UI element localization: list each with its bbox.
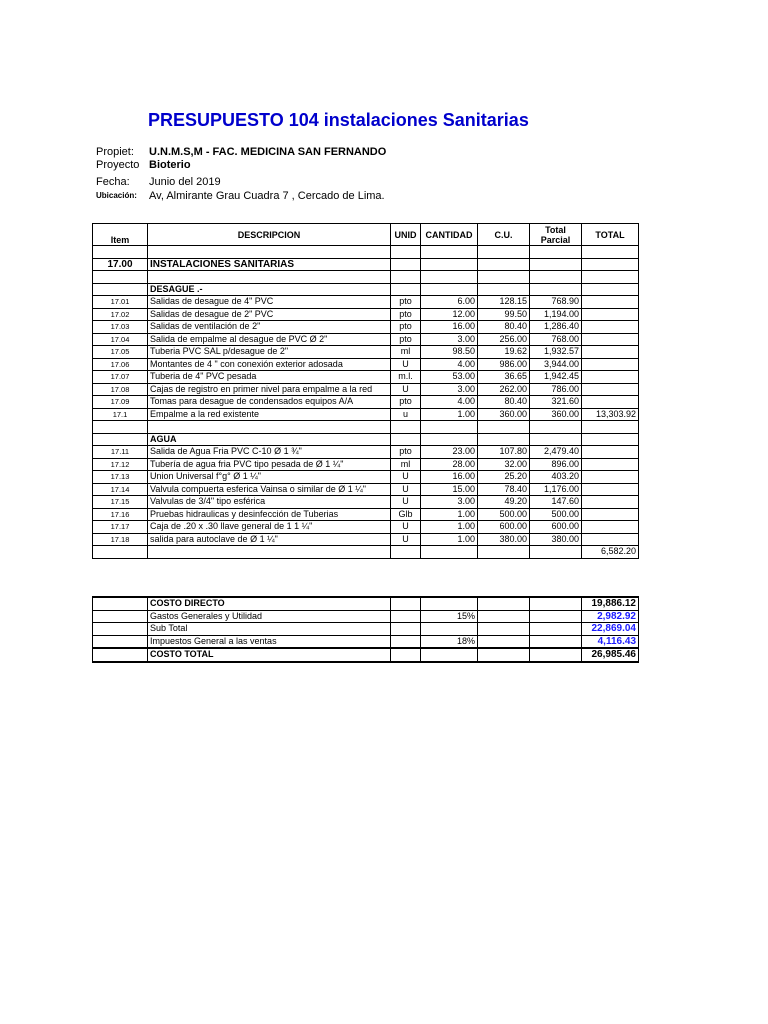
row-descripcion: Montantes de 4 " con conexión exterior adosada (148, 358, 391, 371)
table-row (93, 308, 639, 321)
row-unid: pto (391, 308, 421, 321)
row-cantidad: 23.00 (421, 446, 478, 459)
row-unid: U (391, 521, 421, 534)
row-cu: 500.00 (478, 508, 530, 521)
header-total-parcial-line2: Parcial (540, 234, 571, 245)
row-descripcion: Tubería de agua fria PVC tipo pesada de Ø 1 ¼" (148, 458, 391, 471)
table-row (93, 496, 639, 509)
row-item: 17.14 (93, 483, 148, 496)
table-row (93, 346, 639, 359)
table-row (93, 333, 639, 346)
row-item: 17.02 (93, 308, 148, 321)
row-item: 17.1 (93, 408, 148, 421)
row-parcial: 2,479.40 (530, 446, 582, 459)
row-cantidad: 1.00 (421, 508, 478, 521)
row-descripcion: Salidas de desague de 2" PVC (148, 308, 391, 321)
row-cantidad: 15.00 (421, 483, 478, 496)
row-unid: U (391, 533, 421, 546)
subtotal-value: 22,869.04 (582, 623, 639, 636)
table-row (93, 533, 639, 546)
table-row (93, 483, 639, 496)
costo-directo-value: 19,886.12 (582, 597, 639, 610)
table-row (93, 296, 639, 309)
blank-row (93, 421, 639, 434)
summary-costo-directo (93, 597, 639, 610)
page-title: PRESUPUESTO 104 instalaciones Sanitarias (148, 110, 529, 130)
row-parcial: 147.60 (530, 496, 582, 509)
table-row (93, 446, 639, 459)
row-item: 17.05 (93, 346, 148, 359)
header-item: Item (93, 224, 148, 246)
row-parcial: 321.60 (530, 396, 582, 409)
table-row (93, 321, 639, 334)
row-unid: m.l. (391, 371, 421, 384)
row-parcial: 380.00 (530, 533, 582, 546)
row-unid: ml (391, 458, 421, 471)
row-item: 17.04 (93, 333, 148, 346)
row-item: 17.18 (93, 533, 148, 546)
ubicacion-label: Ubicación: (96, 191, 137, 200)
impuestos-value: 4,116.43 (582, 635, 639, 648)
row-descripcion: Salidas de desague de 4" PVC (148, 296, 391, 309)
agua-heading (93, 433, 639, 446)
fecha-label: Fecha: (96, 176, 130, 188)
row-item: 17.03 (93, 321, 148, 334)
row-unid: U (391, 471, 421, 484)
row-descripcion: Union Universal f°g° Ø 1 ¼" (148, 471, 391, 484)
table-row (93, 371, 639, 384)
row-cantidad: 3.00 (421, 496, 478, 509)
section-row (93, 258, 639, 271)
row-cu: 32.00 (478, 458, 530, 471)
row-cantidad: 53.00 (421, 371, 478, 384)
header-cu: C.U. (478, 224, 530, 246)
row-unid: U (391, 358, 421, 371)
row-cu: 360.00 (478, 408, 530, 421)
row-cu: 128.15 (478, 296, 530, 309)
gastos-value: 2,982.92 (582, 610, 639, 623)
row-unid: Glb (391, 508, 421, 521)
costo-total-label: COSTO TOTAL (148, 648, 391, 662)
costo-directo-label: COSTO DIRECTO (148, 597, 391, 610)
row-cu: 19.62 (478, 346, 530, 359)
propiet-label: Propiet: (96, 146, 134, 158)
row-parcial: 360.00 (530, 408, 582, 421)
agua-heading-label: AGUA (148, 433, 391, 446)
gastos-label: Gastos Generales y Utilidad (148, 610, 391, 623)
table-row (93, 396, 639, 409)
table-row (93, 508, 639, 521)
header-cantidad: CANTIDAD (421, 224, 478, 246)
row-descripcion: Empalme a la red existente (148, 408, 391, 421)
row-parcial: 896.00 (530, 458, 582, 471)
row-parcial: 500.00 (530, 508, 582, 521)
row-parcial: 768.00 (530, 333, 582, 346)
impuestos-label: Impuestos General a las ventas (148, 635, 391, 648)
costo-total-value: 26,985.46 (582, 648, 639, 662)
row-unid: pto (391, 321, 421, 334)
table-header (93, 224, 639, 246)
row-cantidad: 6.00 (421, 296, 478, 309)
row-descripcion: Tomas para desague de condensados equipos A/A (148, 396, 391, 409)
row-parcial: 786.00 (530, 383, 582, 396)
propiet-value: U.N.M.S,M - FAC. MEDICINA SAN FERNANDO (149, 146, 387, 158)
row-cu: 36.65 (478, 371, 530, 384)
row-cu: 49.20 (478, 496, 530, 509)
row-item: 17.08 (93, 383, 148, 396)
row-item: 17.15 (93, 496, 148, 509)
row-parcial: 1,194.00 (530, 308, 582, 321)
row-descripcion: Salidas de ventilación de 2" (148, 321, 391, 334)
row-item: 17.06 (93, 358, 148, 371)
row-cu: 256.00 (478, 333, 530, 346)
row-parcial: 3,944.00 (530, 358, 582, 371)
row-unid: U (391, 496, 421, 509)
table-row (93, 521, 639, 534)
row-unid: U (391, 483, 421, 496)
section-row-label: INSTALACIONES SANITARIAS (148, 258, 391, 271)
desague-heading (93, 283, 639, 296)
proyecto-label: Proyecto (96, 159, 140, 171)
section-item: 17.00 (93, 258, 148, 271)
blank-row (93, 271, 639, 284)
row-parcial: 600.00 (530, 521, 582, 534)
row-parcial: 1,942.45 (530, 371, 582, 384)
header-unid: UNID (391, 224, 421, 246)
row-descripcion: Tuberia de 4" PVC pesada (148, 371, 391, 384)
row-item: 17.16 (93, 508, 148, 521)
summary-impuestos (93, 635, 639, 648)
summary-gastos (93, 610, 639, 623)
table-row (93, 408, 639, 421)
row-descripcion: salida para autoclave de Ø 1 ¼" (148, 533, 391, 546)
row-cantidad: 3.00 (421, 383, 478, 396)
row-descripcion: Caja de .20 x .30 llave general de 1 1 ¼" (148, 521, 391, 534)
row-descripcion: Salida de Agua Fria PVC C-10 Ø 1 ¾" (148, 446, 391, 459)
ubicacion-value: Av, Almirante Grau Cuadra 7 , Cercado de Lima. (149, 190, 385, 202)
row-cu: 25.20 (478, 471, 530, 484)
subtotal-label: Sub Total (148, 623, 391, 636)
budget-table (92, 223, 639, 559)
header-total-parcial-line1: Total (545, 224, 566, 235)
proyecto-value: Bioterio (149, 159, 191, 171)
row-descripcion: Valvulas de 3/4" tipo esférica (148, 496, 391, 509)
row-descripcion: Valvula compuerta esferica Vainsa o similar de Ø 1 ¼" (148, 483, 391, 496)
row-unid: u (391, 408, 421, 421)
header-total: TOTAL (582, 224, 639, 246)
row-cantidad: 1.00 (421, 521, 478, 534)
row-cu: 380.00 (478, 533, 530, 546)
row-unid: U (391, 383, 421, 396)
blank-row (93, 246, 639, 259)
agua-subtotal-row (93, 546, 639, 559)
desague-subtotal: 13,303.92 (582, 408, 639, 421)
header-total-parcial (530, 224, 582, 246)
summary-table (92, 596, 639, 663)
row-item: 17.11 (93, 446, 148, 459)
agua-subtotal: 6,582.20 (582, 546, 639, 559)
row-cantidad: 3.00 (421, 333, 478, 346)
row-item: 17.13 (93, 471, 148, 484)
row-unid: pto (391, 396, 421, 409)
row-unid: pto (391, 296, 421, 309)
row-item: 17.07 (93, 371, 148, 384)
row-item: 17.01 (93, 296, 148, 309)
row-cu: 107.80 (478, 446, 530, 459)
desague-heading-label: DESAGUE .- (148, 283, 391, 296)
row-unid: ml (391, 346, 421, 359)
row-parcial: 768.90 (530, 296, 582, 309)
row-cu: 986.00 (478, 358, 530, 371)
row-item: 17.12 (93, 458, 148, 471)
row-descripcion: Salida de empalme al desague de PVC Ø 2" (148, 333, 391, 346)
row-parcial: 1,176.00 (530, 483, 582, 496)
row-parcial: 1,932.57 (530, 346, 582, 359)
row-cu: 80.40 (478, 396, 530, 409)
row-descripcion: Pruebas hidraulicas y desinfección de Tuberias (148, 508, 391, 521)
row-cu: 78.40 (478, 483, 530, 496)
impuestos-pct: 18% (421, 635, 478, 648)
row-cantidad: 1.00 (421, 533, 478, 546)
row-item: 17.09 (93, 396, 148, 409)
row-cantidad: 16.00 (421, 321, 478, 334)
summary-subtotal (93, 623, 639, 636)
row-cantidad: 12.00 (421, 308, 478, 321)
table-row (93, 383, 639, 396)
table-row (93, 458, 639, 471)
row-descripcion: Tuberia PVC SAL p/desague de 2" (148, 346, 391, 359)
row-cu: 80.40 (478, 321, 530, 334)
row-unid: pto (391, 446, 421, 459)
row-parcial: 1,286.40 (530, 321, 582, 334)
row-cantidad: 1.00 (421, 408, 478, 421)
table-row (93, 358, 639, 371)
row-cu: 262.00 (478, 383, 530, 396)
row-unid: pto (391, 333, 421, 346)
row-cantidad: 98.50 (421, 346, 478, 359)
row-descripcion: Cajas de registro en primer nivel para empalme a la red (148, 383, 391, 396)
summary-costo-total (93, 648, 639, 662)
gastos-pct: 15% (421, 610, 478, 623)
row-cu: 600.00 (478, 521, 530, 534)
row-cantidad: 4.00 (421, 396, 478, 409)
header-descripcion: DESCRIPCION (148, 224, 391, 246)
row-cu: 99.50 (478, 308, 530, 321)
row-cantidad: 4.00 (421, 358, 478, 371)
row-cantidad: 28.00 (421, 458, 478, 471)
fecha-value: Junio del 2019 (149, 176, 221, 188)
table-row (93, 471, 639, 484)
row-item: 17.17 (93, 521, 148, 534)
row-parcial: 403.20 (530, 471, 582, 484)
row-cantidad: 16.00 (421, 471, 478, 484)
